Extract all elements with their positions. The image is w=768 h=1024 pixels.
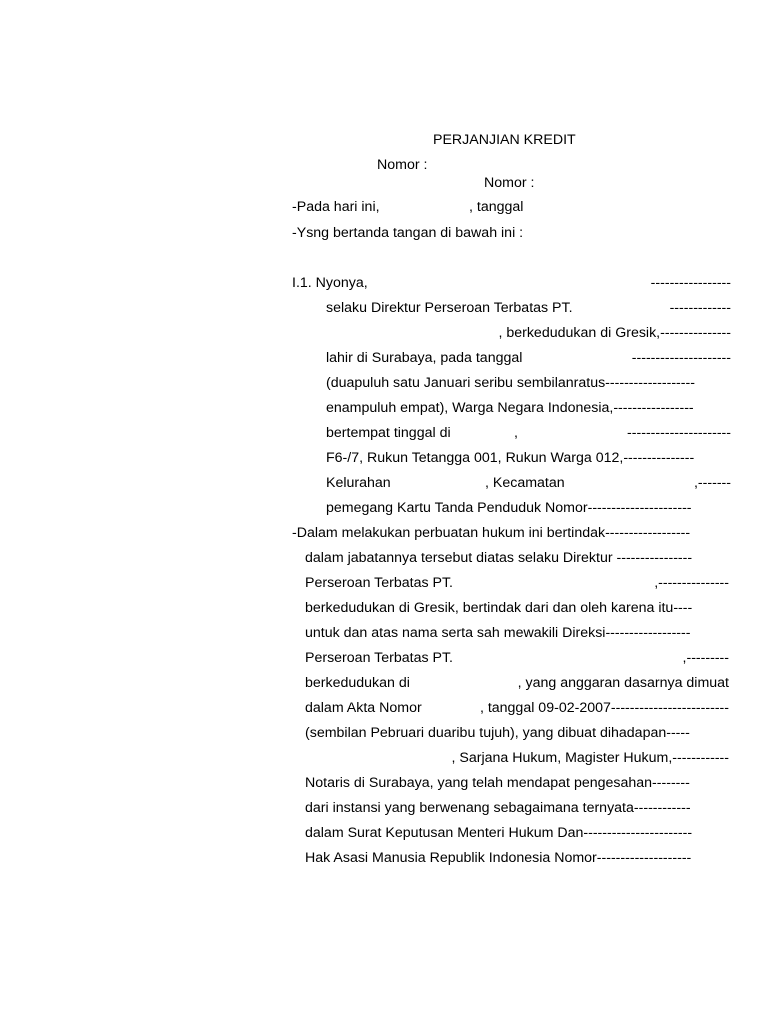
intro-signatory-line: -Ysng bertanda tangan di bawah ini : [292, 225, 524, 241]
party-line-1-dashes: ----------------- [650, 275, 731, 291]
action-line-1: -Dalam melakukan perbuatan hukum ini bertindak------------------ [292, 525, 691, 541]
party-line-10: pemegang Kartu Tanda Penduduk Nomor---------------------- [326, 500, 692, 516]
party-line-2-dashes: ------------- [669, 300, 731, 316]
action-line-3-dashes: ,--------------- [654, 575, 729, 591]
action-line-14: Hak Asasi Manusia Republik Indonesia Nomor-------------------- [305, 850, 692, 866]
action-line-12: dari instansi yang berwenang sebagaimana ternyata------------ [305, 800, 691, 816]
action-line-7: berkedudukan di [305, 675, 410, 691]
nomor-label-1: Nomor : [377, 157, 428, 173]
intro-day-label: -Pada hari ini, [292, 199, 380, 215]
party-line-9-kecamatan: , Kecamatan [485, 475, 565, 491]
party-line-3: , berkedudukan di Gresik,--------------- [498, 325, 731, 341]
party-line-5: (duapuluh satu Januari seribu sembilanratus------------------- [326, 375, 695, 391]
party-line-7-comma: , [514, 425, 518, 441]
action-line-6: Perseroan Terbatas PT. [305, 650, 453, 666]
action-line-2: dalam jabatannya tersebut diatas selaku Direktur ---------------- [305, 550, 693, 566]
action-line-8: dalam Akta Nomor [305, 700, 422, 716]
party-line-8: F6-/7, Rukun Tetangga 001, Rukun Warga 012,--------------- [326, 450, 695, 466]
document-title: PERJANJIAN KREDIT [433, 132, 576, 148]
party-line-6: enampuluh empat), Warga Negara Indonesia,----------------- [326, 400, 694, 416]
action-line-10: , Sarjana Hukum, Magister Hukum,------------ [451, 750, 729, 766]
party-line-9: Kelurahan [326, 475, 391, 491]
party-line-2: selaku Direktur Perseroan Terbatas PT. [326, 300, 573, 316]
action-line-9: (sembilan Pebruari duaribu tujuh), yang dibuat dihadapan----- [305, 725, 690, 741]
party-line-4-dashes: --------------------- [631, 350, 731, 366]
party-line-9-dashes: ,------- [693, 475, 731, 491]
party-line-7: bertempat tinggal di [326, 425, 451, 441]
nomor-label-2: Nomor : [484, 175, 535, 191]
party-line-4: lahir di Surabaya, pada tanggal [326, 350, 523, 366]
action-line-5: untuk dan atas nama serta sah mewakili Direksi------------------ [305, 625, 691, 641]
intro-date-label: , tanggal [469, 199, 524, 215]
action-line-11: Notaris di Surabaya, yang telah mendapat pengesahan-------- [305, 775, 690, 791]
party-line-1: I.1. Nyonya, [292, 275, 368, 291]
action-line-4: berkedudukan di Gresik, bertindak dari dan oleh karena itu---- [305, 600, 693, 616]
action-line-6-dashes: ,--------- [682, 650, 729, 666]
action-line-3: Perseroan Terbatas PT. [305, 575, 453, 591]
party-line-7-dashes: ---------------------- [627, 425, 731, 441]
action-line-8-rest: , tanggal 09-02-2007------------------------- [479, 700, 729, 716]
action-line-13: dalam Surat Keputusan Menteri Hukum Dan----------------------- [305, 825, 693, 841]
action-line-7-rest: , yang anggaran dasarnya dimuat [517, 675, 729, 691]
